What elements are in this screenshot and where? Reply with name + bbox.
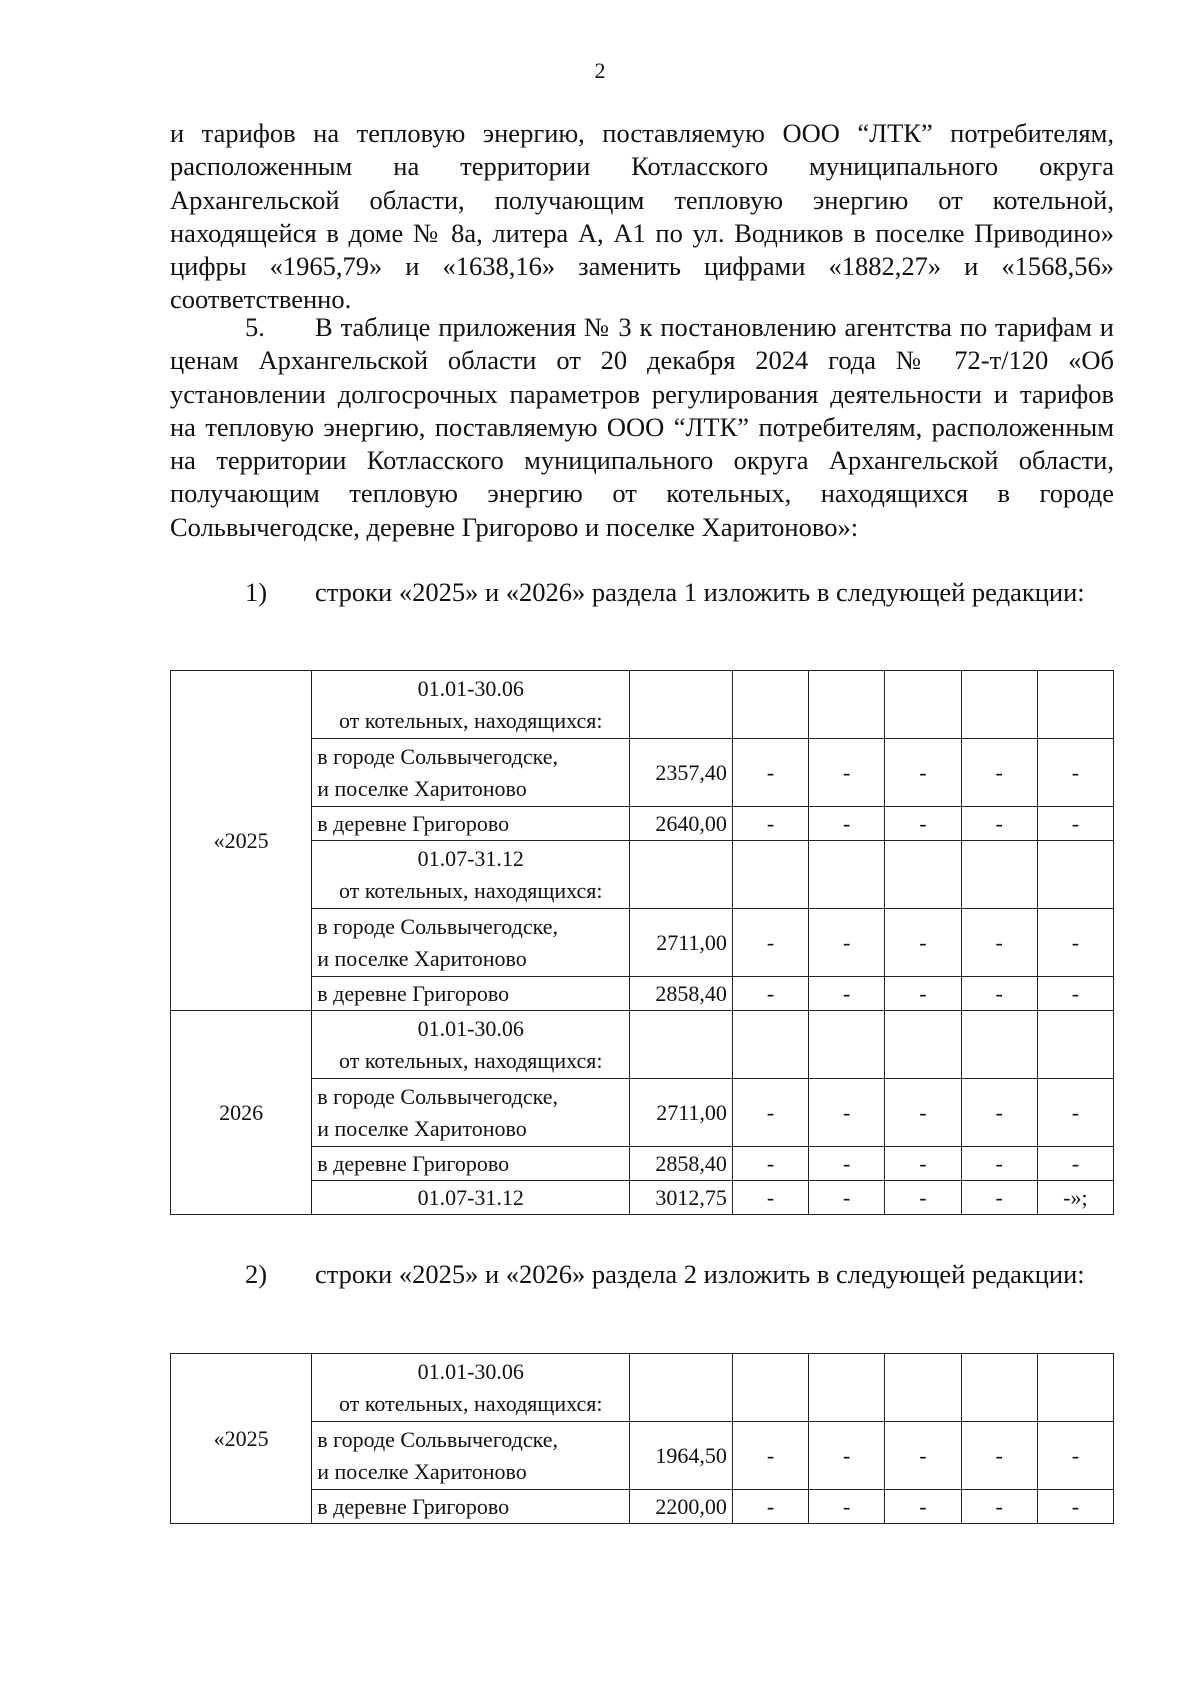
location-cell: в деревне Григорово xyxy=(312,807,630,841)
tariff-value: 2858,40 xyxy=(630,1147,733,1181)
period-header-cell xyxy=(312,671,630,739)
location-cell: в городе Сольвычегодске, и поселке Харитоново xyxy=(312,909,630,977)
item-1 xyxy=(170,576,1114,609)
tariff-value: 3012,75 xyxy=(630,1181,733,1215)
location-cell: в городе Сольвычегодске, и поселке Харитоново xyxy=(312,1079,630,1147)
tariff-value: 2357,40 xyxy=(630,739,733,807)
page-number: 2 xyxy=(594,58,606,83)
tariff-table-section-1: «2025 01.01-30.06 от котельных, находящихся: в городе Сольвычегодске, и поселке Харитоново 2357,40 - - - - - в деревне Григорово 2640,00 - - - - - 01.07-31.12 от котельных, находящихся: в городе Сольвычегодске, и поселке Харитоново 2711,00 - - - - - в деревне Григорово 2858,40 - - - - - 2026 01.01-30.06 от котельных, находящихся: в городе Сольвычегодске, и поселке Харитоново 2711,00 - - - - - в деревне Григорово 2858,40 - - - - - 01.07-31.12 3012,75 - - - - -»; xyxy=(170,670,1114,1215)
item-text: строки «2025» и «2026» раздела 1 изложить в следующей редакции: xyxy=(315,577,1085,607)
tariff-value: 1964,50 xyxy=(630,1422,733,1490)
location-cell: в городе Сольвычегодске, и поселке Харитоново xyxy=(312,739,630,807)
tariff-table-section-2: «2025 01.01-30.06 от котельных, находящихся: в городе Сольвычегодске, и поселке Харитоново 1964,50 - - - - - в деревне Григорово 2200,00 - - - - - xyxy=(170,1353,1114,1524)
item-2 xyxy=(170,1258,1114,1291)
location-cell: в городе Сольвычегодске, и поселке Харитоново xyxy=(312,1422,630,1490)
period-label: 01.01-30.06 xyxy=(417,675,524,701)
tariff-value: 2858,40 xyxy=(630,977,733,1011)
paragraph-text: В таблице приложения № 3 к постановлению агентства по тарифам и ценам Архангельской области от 20 декабря 2024 года № 72-т/120 «Об установлении долгосрочных параметров регулирования деятельности и тарифов на тепловую энергию, поставляемую ООО “ЛТК” потребителям, расположенным на территории Котласского муниципального округа Архангельской области, получающим тепловую энергию от котельных, находящихся в городе Сольвычегодске, деревне Григорово и поселке Харитоново»: xyxy=(170,312,1114,542)
paragraph-number: 5. xyxy=(245,312,265,342)
location-cell: в деревне Григорово xyxy=(312,1147,630,1181)
location-cell: в деревне Григорово xyxy=(312,1490,630,1524)
end-mark: -»; xyxy=(1037,1181,1113,1215)
tariff-value: 2200,00 xyxy=(630,1490,733,1524)
item-text: строки «2025» и «2026» раздела 2 изложить в следующей редакции: xyxy=(315,1259,1085,1289)
boilers-label: от котельных, находящихся: xyxy=(339,707,603,733)
tariff-value: 2640,00 xyxy=(630,807,733,841)
year-cell: «2025 xyxy=(171,1354,312,1524)
paragraph-text: и тарифов на тепловую энергию, поставляемую ООО “ЛТК” потребителям, расположенным на территории Котласского муниципального округа Архангельской области, получающим тепловую энергию от котельной, находящейся в доме № 8а, литера А, А1 по ул. Водников в поселке Приводино» цифры «1965,79» и «1638,16» заменить цифрами «1882,27» и «1568,56» соответственно. xyxy=(170,118,1114,315)
paragraph-5 xyxy=(170,311,1114,544)
year-cell: 2026 xyxy=(171,1011,312,1215)
location-cell: в деревне Григорово xyxy=(312,977,630,1011)
paragraph-4-continuation xyxy=(170,117,1114,317)
period-header-cell: 01.07-31.12 от котельных, находящихся: xyxy=(312,841,630,909)
tariff-value: 2711,00 xyxy=(630,909,733,977)
year-cell: «2025 xyxy=(171,671,312,1011)
item-number: 1) xyxy=(245,577,268,607)
period-header-cell: 01.01-30.06 от котельных, находящихся: xyxy=(312,1011,630,1079)
item-number: 2) xyxy=(245,1259,268,1289)
tariff-value: 2711,00 xyxy=(630,1079,733,1147)
period-header-cell: 01.01-30.06 от котельных, находящихся: xyxy=(312,1354,630,1422)
period-cell: 01.07-31.12 xyxy=(312,1181,630,1215)
